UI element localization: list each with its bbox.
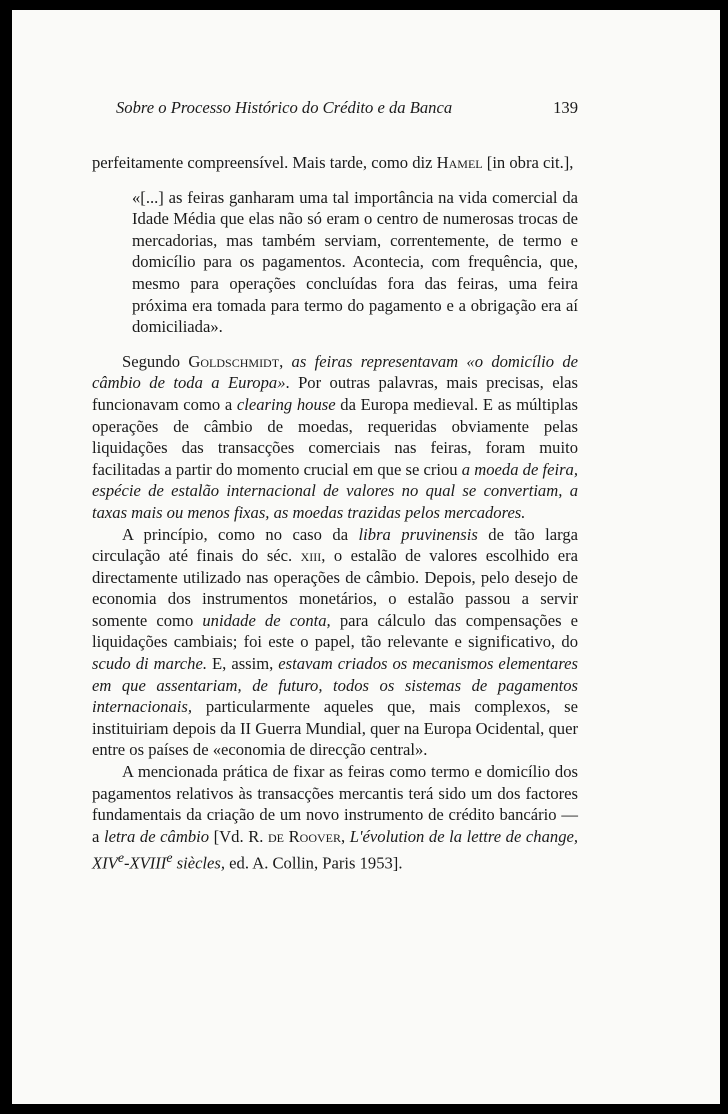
author-name: de Roover [268, 826, 342, 846]
block-quote: «[...] as feiras ganharam uma tal importância na vida comercial da Idade Média que elas não só eram o centro de numerosas trocas de mercadorias, mas também serviam, correntemente, de termo e domicílio para os pagamentos. Acontecia, com frequência, que, mesmo para operações concluídas fora das feiras, uma feira próxima era tomada para termo do pagamento e a obrigação era aí domiciliada». [132, 187, 578, 337]
paragraph-4: A mencionada prática de fixar as feiras como termo e domicílio dos pagamentos relativos às transacções mercantis terá sido um dos factores fundamentais da criação de um novo instrumento de crédito bancário — a letra de câmbio [Vd. R. de Roover, L'évolution de la lettre de change, XIVe-XVIIIe siècles, ed. A. Collin, Paris 1953]. [92, 762, 578, 873]
body-text [92, 94, 578, 875]
paragraph-2: Segundo Goldschmidt, as feiras representavam «o domicílio de câmbio de toda a Europa». Por outras palavras, mais precisas, elas funcionavam como a clearing house da Europa medieval. E as múltiplas operações de câmbio de moedas, requeridas obviamente pelas liquidações das transacções comerciais nas feiras, foram muito facilitadas a partir do momento crucial em que se criou a moeda de feira, espécie de estalão internacional de valores no qual se convertiam, a taxas mais ou menos fixas, as moedas trazidas pelos mercadores. [92, 351, 578, 522]
running-title: Sobre o Processo Histórico do Crédito e da Banca [116, 98, 453, 117]
century-numeral: xiii [300, 546, 322, 566]
paragraph-3: A princípio, como no caso da libra pruvinensis de tão larga circulação até finais do séc. xiii, o estalão de valores escolhido era directamente utilizado nas operações de câmbio. Depois, pelo desejo de economia dos instrumentos monetários, o estalão passou a servir somente como unidade de conta, para cálculo das compensações e liquidações cambiais; foi este o papel, tão relevante e significativo, do scudo di marche. E, assim, estavam criados os mecanismos elementares em que assentariam, de futuro, todos os sistemas de pagamentos internacionais, particularmente aqueles que, mais complexos, se instituiriam depois da II Guerra Mundial, quer na Europa Ocidental, quer entre os países de «economia de direcção central». [92, 524, 579, 760]
paragraph-1: perfeitamente compreensível. Mais tarde, como diz Hamel [in obra cit.], [92, 153, 574, 172]
author-name: Hamel [436, 153, 483, 172]
book-page [12, 10, 720, 1104]
page-number: 139 [553, 98, 578, 117]
author-name: Goldschmidt [188, 351, 280, 371]
